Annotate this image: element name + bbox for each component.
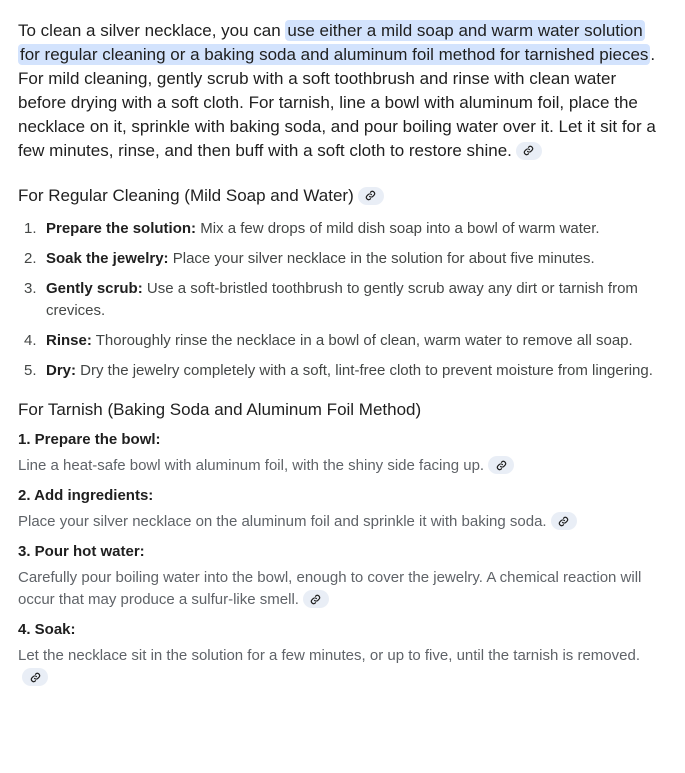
source-link-chip[interactable] <box>488 456 514 474</box>
step-text: Use a soft-bristled toothbrush to gently scrub away any dirt or tarnish from crevices. <box>46 280 638 319</box>
step-body-text: Let the necklace sit in the solution for a few minutes, or up to five, until the tarnish is removed. <box>18 647 640 664</box>
step-title: 1. Prepare the bowl: <box>18 431 161 448</box>
list-item <box>18 248 658 270</box>
intro-text-after: . For mild cleaning, gently scrub with a soft toothbrush and rinse with clean water before drying with a soft cloth. For tarnish, line a bowl with aluminum foil, place the necklace on it, sprinkle with baking soda, and pour boiling water over it. Let it sit for a few minutes, rinse, and then buff with a soft cloth to restore shine. <box>18 45 656 160</box>
step-title: 4. Soak: <box>18 621 76 638</box>
step-text <box>18 567 658 611</box>
regular-cleaning-heading <box>18 184 658 208</box>
step-number: 1. <box>24 220 37 237</box>
step-title: 2. Add ingredients: <box>18 487 154 504</box>
highlighted-summary[interactable]: use either a mild soap and warm water solution for regular cleaning or a baking soda and aluminum foil method for tarnished pieces <box>20 21 649 64</box>
step-title: Soak the jewelry: <box>46 250 169 267</box>
link-icon <box>310 594 321 605</box>
step-text <box>18 645 658 689</box>
list-item <box>18 619 658 689</box>
link-icon <box>365 190 376 201</box>
list-item <box>18 278 658 322</box>
step-text: Thoroughly rinse the necklace in a bowl of clean, warm water to remove all soap. <box>91 332 633 349</box>
source-link-chip[interactable] <box>551 512 577 530</box>
tarnish-heading: For Tarnish (Baking Soda and Aluminum Foil Method) <box>18 400 422 419</box>
source-link-chip[interactable] <box>303 590 329 608</box>
step-text: Mix a few drops of mild dish soap into a bowl of warm water. <box>196 220 600 237</box>
step-text <box>18 455 658 477</box>
link-icon <box>558 516 569 527</box>
step-number: 2. <box>24 250 37 267</box>
list-item <box>18 330 658 352</box>
regular-cleaning-steps <box>18 218 658 382</box>
list-item <box>18 429 658 477</box>
list-item <box>18 360 658 382</box>
step-number: 4. <box>24 332 37 349</box>
regular-cleaning-heading-text: For Regular Cleaning (Mild Soap and Water) <box>18 186 354 205</box>
list-item <box>18 218 658 240</box>
step-text: Dry the jewelry completely with a soft, lint-free cloth to prevent moisture from lingering. <box>76 362 653 379</box>
intro-text-before: To clean a silver necklace, you can <box>18 21 286 40</box>
step-number: 5. <box>24 362 37 379</box>
step-title: Rinse: <box>46 332 92 349</box>
link-icon <box>30 672 41 683</box>
source-link-chip[interactable] <box>516 142 542 160</box>
step-text: Place your silver necklace in the solution for about five minutes. <box>168 250 595 267</box>
link-icon <box>523 145 534 156</box>
step-body-text: Line a heat-safe bowl with aluminum foil, with the shiny side facing up. <box>18 457 485 474</box>
link-icon <box>496 460 507 471</box>
step-title: Prepare the solution: <box>46 220 197 237</box>
list-item <box>18 485 658 533</box>
source-link-chip[interactable] <box>22 668 48 686</box>
source-link-chip[interactable] <box>358 187 384 205</box>
list-item <box>18 541 658 611</box>
step-body-text: Carefully pour boiling water into the bowl, enough to cover the jewelry. A chemical reaction will occur that may produce a sulfur-like smell. <box>18 569 642 608</box>
step-body-text: Place your silver necklace on the aluminum foil and sprinkle it with baking soda. <box>18 513 547 530</box>
step-title: Gently scrub: <box>46 280 143 297</box>
intro-paragraph <box>18 19 658 163</box>
step-number: 3. <box>24 280 37 297</box>
tarnish-steps <box>18 429 658 689</box>
response-content <box>18 19 658 697</box>
step-text <box>18 511 658 533</box>
step-title: Dry: <box>46 362 77 379</box>
step-title: 3. Pour hot water: <box>18 543 145 560</box>
